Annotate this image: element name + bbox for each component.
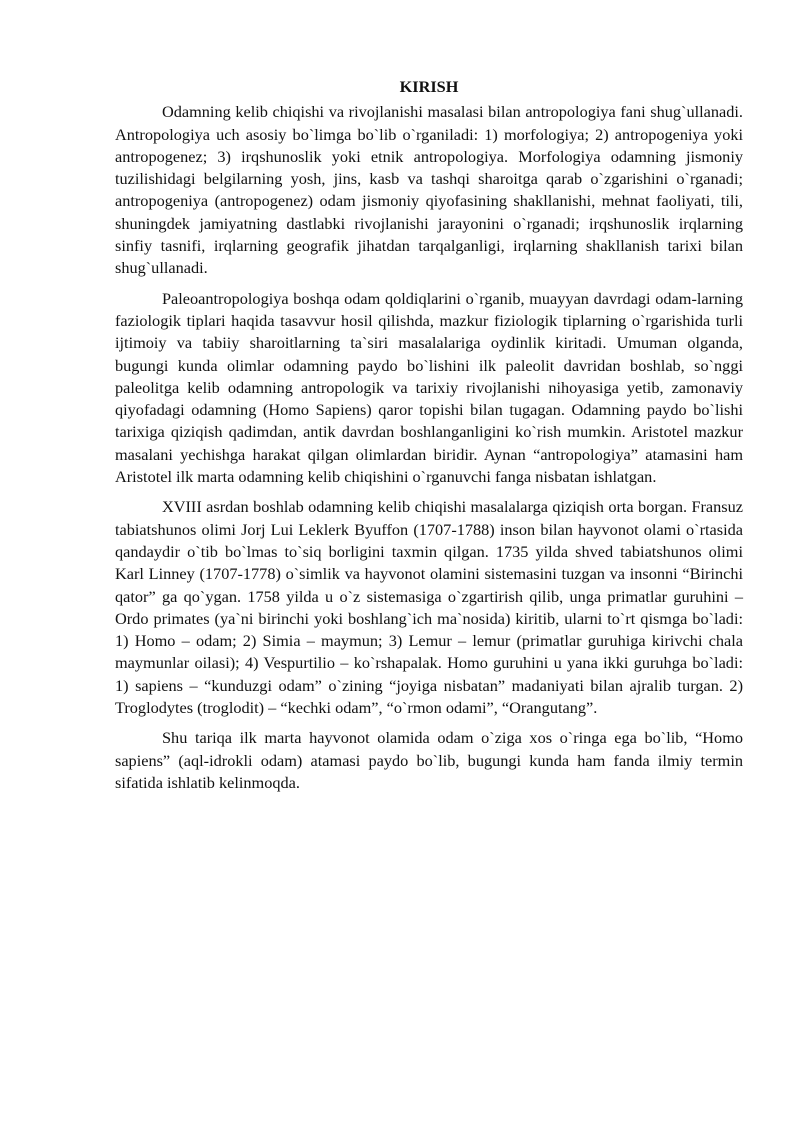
paragraph-3: XVIII asrdan boshlab odamning kelib chiqishi masalalarga qiziqish orta borgan. Fransuz tabiatshunos olimi Jorj Lui Leklerk Byuffon (1707-1788) inson bilan hayvonot olami o`rtasida qandaydir o`tib bo`lmas to`siq borligini taxmin qilgan. 1735 yilda shved tabiatshunos olimi Karl Linney (1707-1778) o`simlik va hayvonot olamini sistemasini tuzgan va insonni “Birinchi qator” ga qo`ygan. 1758 yilda u o`z sistemasiga o`zgartirish qilib, unga primatlar guruhini – Ordo primates (ya`ni birinchi yoki boshlang`ich ma`nosida) kiritib, ularni to`rt qismga bo`ladi: 1) Homo – odam; 2) Simia – maymun; 3) Lemur – lemur (primatlar guruhiga kirivchi chala maymunlar oilasi); 4) Vespurtilio – ko`rshapalak. Homo guruhini u yana ikki guruhga bo`ladi: 1) sapiens – “kunduzgi odam” o`zining “joyiga nisbatan” madaniyati bilan ajralib turgan. 2) Troglodytes (troglodit) – “kechki odam”, “o`rmon odami”, “Orangutang”. [115, 497, 743, 718]
page-title: KIRISH [399, 77, 459, 96]
document-page [115, 76, 743, 802]
paragraph-1: Odamning kelib chiqishi va rivojlanishi masalasi bilan antropologiya fani shug`ullanadi. Antropologiya uch asosiy bo`limga bo`lib o`rganiladi: 1) morfologiya; 2) antropogeniya yoki antropogenez; 3) irqshunoslik yoki etnik antropologiya. Morfologiya odamning jismoniy tuzilishidagi belgilarning yosh, jins, kasb va tashqi sharoitga qarab o`zgarishini o`rganadi; antropogeniya (antropogenez) odam jismoniy qiyofasining shakllanishi, mehnat faoliyati, tili, shuningdek jamiyatning dastlabki rivojlanishi jarayonini o`rganadi; irqshunoslik irqlarning sinfiy tasnifi, irqlarning geografik jihatdan tarqalganligi, irqlarning shakllanish tarixi bilan shug`ullanadi. [115, 102, 743, 278]
paragraph-2: Paleoantropologiya boshqa odam qoldiqlarini o`rganib, muayyan davrdagi odam-larning faziologik tiplari haqida tasavvur hosil qilishda, mazkur fiziologik tiplarning o`rgarishida turli ijtimoiy va tabiiy sharoitlarning ta`siri masalalariga oydinlik kiritadi. Umuman olganda, bugungi kunda olimlar odamning paydo bo`lishini ilk paleolit davridan boshlab, so`nggi paleolitga kelib odamning antropologik va tarixiy rivojlanishi nihoyasiga yetib, zamonaviy qiyofadagi odamning (Homo Sapiens) qaror topishi bilan tugagan. Odamning paydo bo`lishi tarixiga qiziqish qadimdan, antik davrdan boshlanganligini ko`rish mumkin. Aristotel mazkur masalani yechishga harakat qilgan olimlardan biridir. Aynan “antropologiya” atamasini ham Aristotel ilk marta odamning kelib chiqishini o`rganuvchi fanga nisbatan ishlatgan. [115, 288, 743, 487]
paragraph-4: Shu tariqa ilk marta hayvonot olamida odam o`ziga xos o`ringa ega bo`lib, “Homo sapiens” (aql-idrokli odam) atamasi paydo bo`lib, bugungi kunda ham fanda ilmiy termin sifatida ishlatib kelinmoqda. [115, 728, 743, 792]
